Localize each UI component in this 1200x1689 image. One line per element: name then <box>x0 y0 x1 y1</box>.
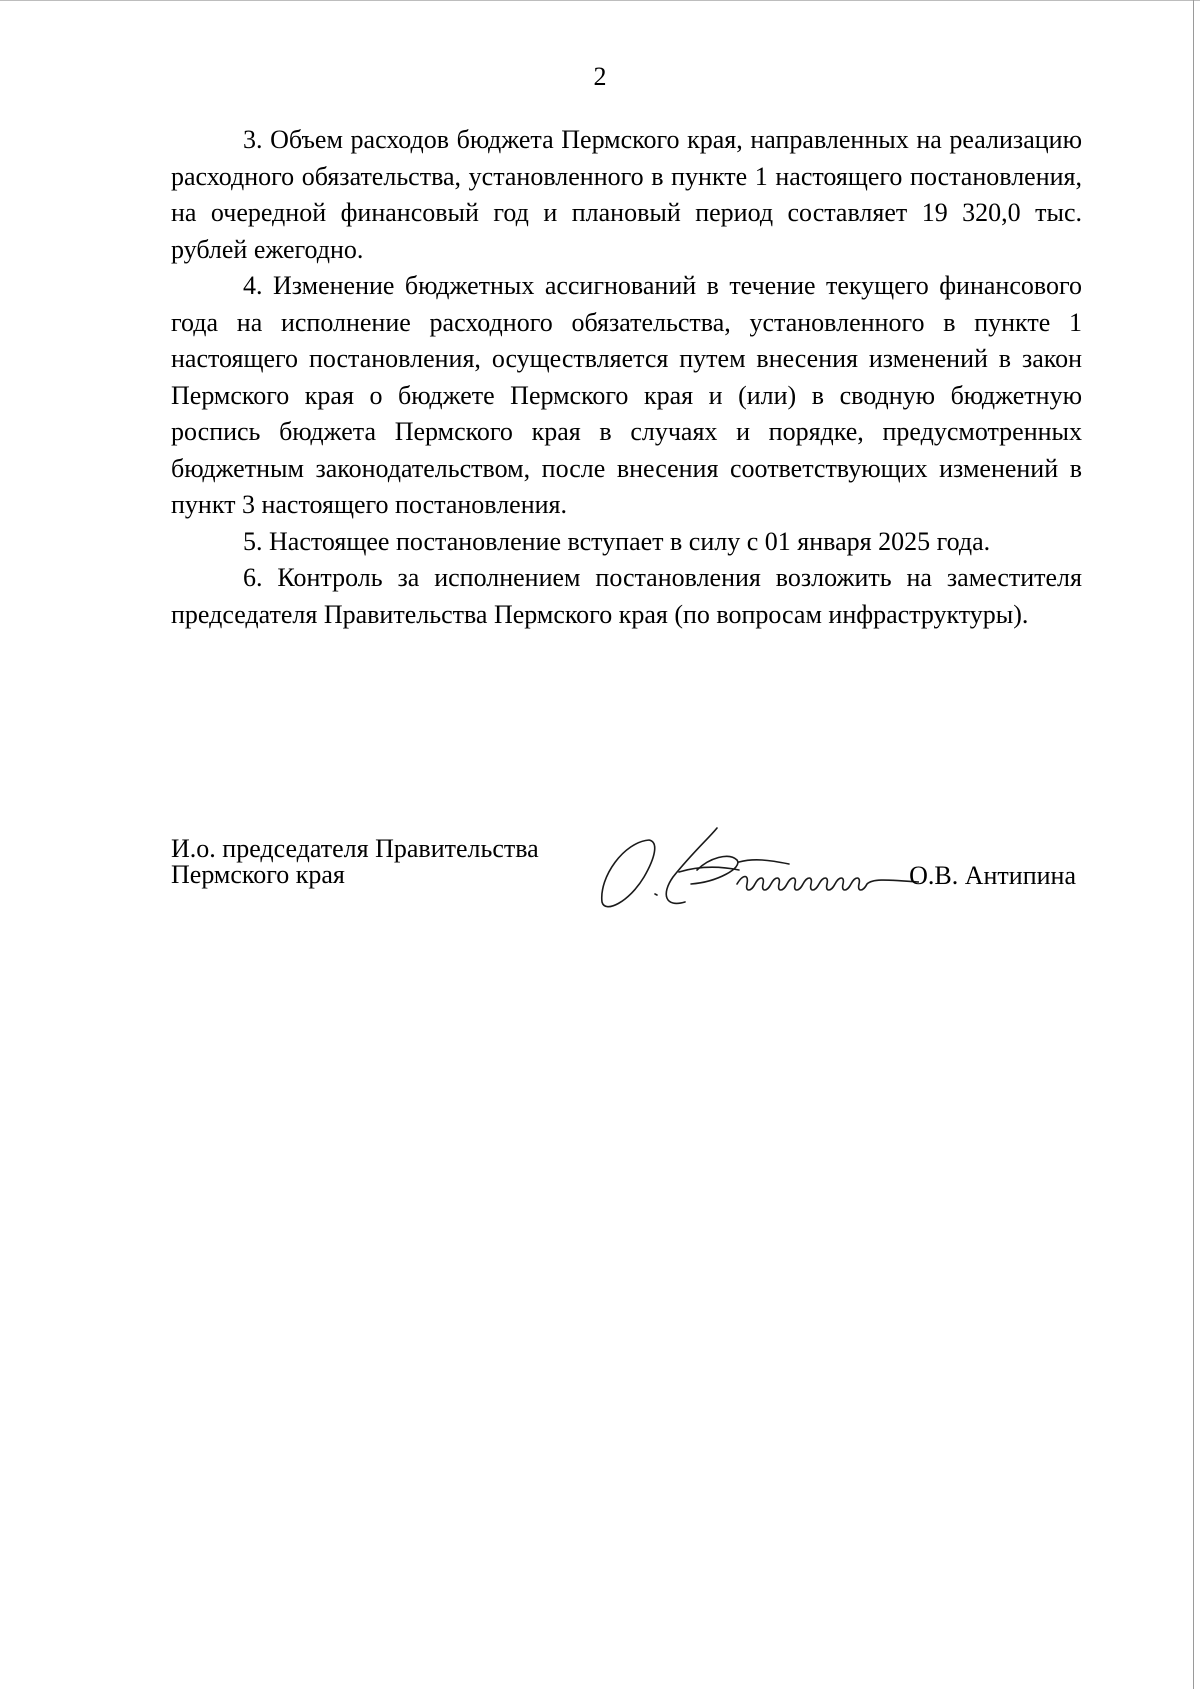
page-number: 2 <box>593 62 607 91</box>
scan-right-edge <box>1193 0 1194 1689</box>
paragraph-4-budget-changes: 4. Изменение бюджетных ассигнований в течение текущего финансового года на исполнение расходного обязательства, установленного в пункте 1 настоящего постановления, осуществляется путем внесения изменений в закон Пермского края о бюджете Пермского края и (или) в сводную бюджетную роспись бюджета Пермского края в случаях и порядке, предусмотренных бюджетным законодательством, после внесения соответствующих изменений в пункт 3 настоящего постановления. <box>171 271 1082 519</box>
paragraph-5-effective-date: 5. Настоящее постановление вступает в силу с 01 января 2025 года. <box>243 526 991 556</box>
paragraph-6-control: 6. Контроль за исполнением постановления возложить на заместителя председателя Правительства Пермского края (по вопросам инфраструктуры). <box>171 563 1082 629</box>
signer-position-line-1: И.о. председателя Правительства <box>171 834 539 863</box>
signer-name: О.В. Антипина <box>909 861 1076 890</box>
handwritten-signature <box>589 822 919 912</box>
signer-position <box>171 836 539 888</box>
signature-block <box>171 836 1082 916</box>
scan-top-edge <box>0 0 1200 1</box>
document-body <box>171 122 1082 633</box>
signer-position-line-2: Пермского края <box>171 860 345 889</box>
paragraph-3-budget-volume: 3. Объем расходов бюджета Пермского края, направленных на реализацию расходного обязательства, установленного в пункте 1 настоящего постановления, на очередной финансовый год и плановый период составляет 19 320,0 тыс. рублей ежегодно. <box>171 125 1082 264</box>
